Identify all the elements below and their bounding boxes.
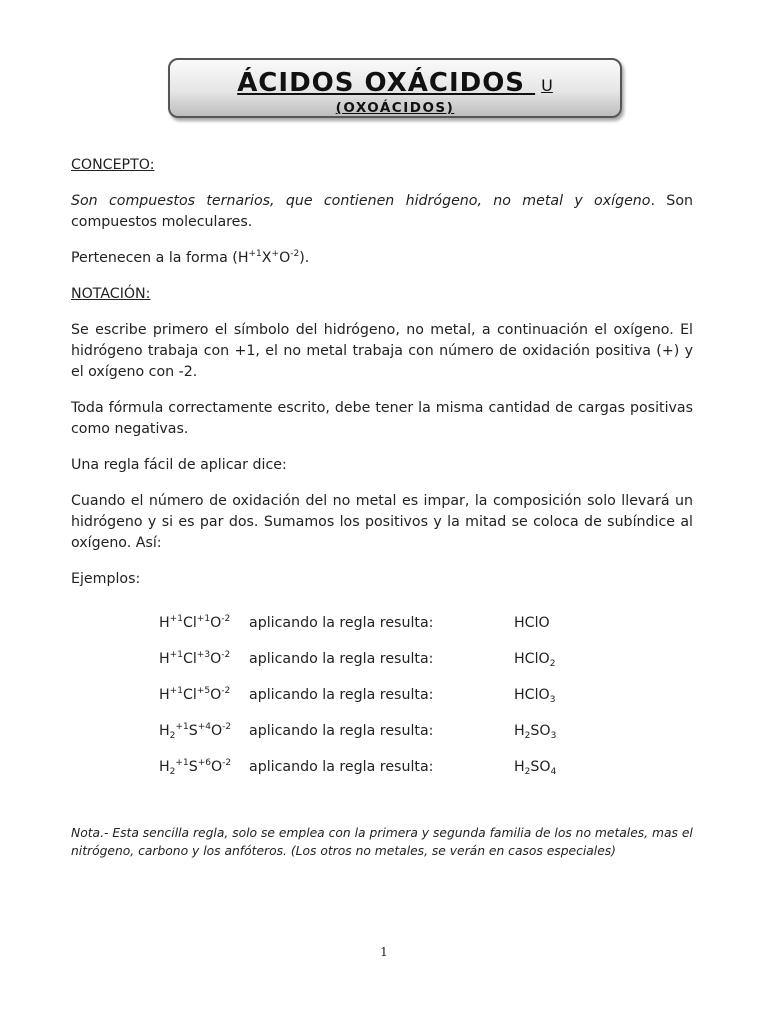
title-line [170, 68, 620, 101]
example-formula: $H^{+1}Cl^{+3}O^{-2}$ [159, 649, 231, 667]
title-box [168, 58, 622, 118]
examples-label: Ejemplos: [71, 571, 141, 587]
concepto-definition [71, 191, 693, 233]
example-text: aplicando la regla resulta: [249, 722, 434, 739]
general-form [71, 248, 693, 269]
document-body [71, 155, 693, 785]
example-formula: $H_2^{+1}S^{+6}O^{-2}$ [159, 757, 232, 777]
notacion-paragraph-1: Se escribe primero el símbolo del hidrógeno, no metal, a continuación el oxígeno. El hidrógeno trabaja con +1, el no metal trabaja con número de oxidación positiva (+) y el oxígeno con -2. [71, 322, 693, 380]
example-result: HClO$_3$ [514, 686, 556, 705]
example-result: HClO [514, 614, 550, 631]
page-number: 1 [380, 945, 388, 959]
example-row [71, 677, 693, 713]
note: Nota.- Esta sencilla regla, solo se emplea con la primera y segunda familia de los no metales, mas el nitrógeno, carbono y los anfóteros. (Los otros no metales, se verán en casos especiales) [71, 826, 693, 858]
form-h-charge: +1 [248, 249, 262, 259]
page-subtitle: (OXOÁCIDOS) [335, 100, 455, 116]
form-suffix: ). [299, 250, 310, 266]
form-x-charge: + [271, 249, 280, 259]
example-row [71, 605, 693, 641]
example-row [71, 641, 693, 677]
example-result: $H_2SO_3$ [514, 722, 557, 741]
example-text: aplicando la regla resulta: [249, 650, 434, 667]
form-prefix: Pertenecen a la forma (H [71, 250, 249, 266]
concepto-heading-text: CONCEPTO: [71, 157, 155, 173]
example-text: aplicando la regla resulta: [249, 686, 434, 703]
page-title: ÁCIDOS OXÁCIDOS [237, 68, 536, 98]
notacion-heading-text: NOTACIÓN: [71, 286, 151, 302]
title-connector: U [541, 76, 553, 95]
example-formula: $H_2^{+1}S^{+4}O^{-2}$ [159, 721, 232, 741]
example-text: aplicando la regla resulta: [249, 758, 434, 775]
form-x: X [261, 250, 272, 266]
notacion-paragraph-3: Una regla fácil de aplicar dice: [71, 457, 287, 473]
notacion-heading [71, 284, 693, 305]
concepto-heading [71, 155, 693, 176]
examples-list [71, 605, 693, 785]
notacion-paragraph-2: Toda fórmula correctamente escrito, debe tener la misma cantidad de cargas positivas como negativas. [71, 400, 693, 437]
notacion-paragraph-4: Cuando el número de oxidación del no metal es impar, la composición solo llevará un hidrógeno y si es par dos. Sumamos los positivos y la mitad se coloca de subíndice al oxígeno. Así: [71, 493, 693, 551]
definition-rest: . Son compuestos moleculares. [71, 193, 693, 230]
example-row [71, 713, 693, 749]
example-formula: $H^{+1}Cl^{+1}O^{-2}$ [159, 613, 231, 631]
example-text: aplicando la regla resulta: [249, 614, 434, 631]
example-result: HClO$_2$ [514, 650, 556, 669]
form-o-charge: -2 [290, 249, 300, 259]
form-o: O [279, 250, 291, 266]
example-formula: $H^{+1}Cl^{+5}O^{-2}$ [159, 685, 231, 703]
example-result: $H_2SO_4$ [514, 758, 557, 777]
definition-italic: Son compuestos ternarios, que contienen hidrógeno, no metal y oxígeno [71, 193, 651, 209]
example-row [71, 749, 693, 785]
